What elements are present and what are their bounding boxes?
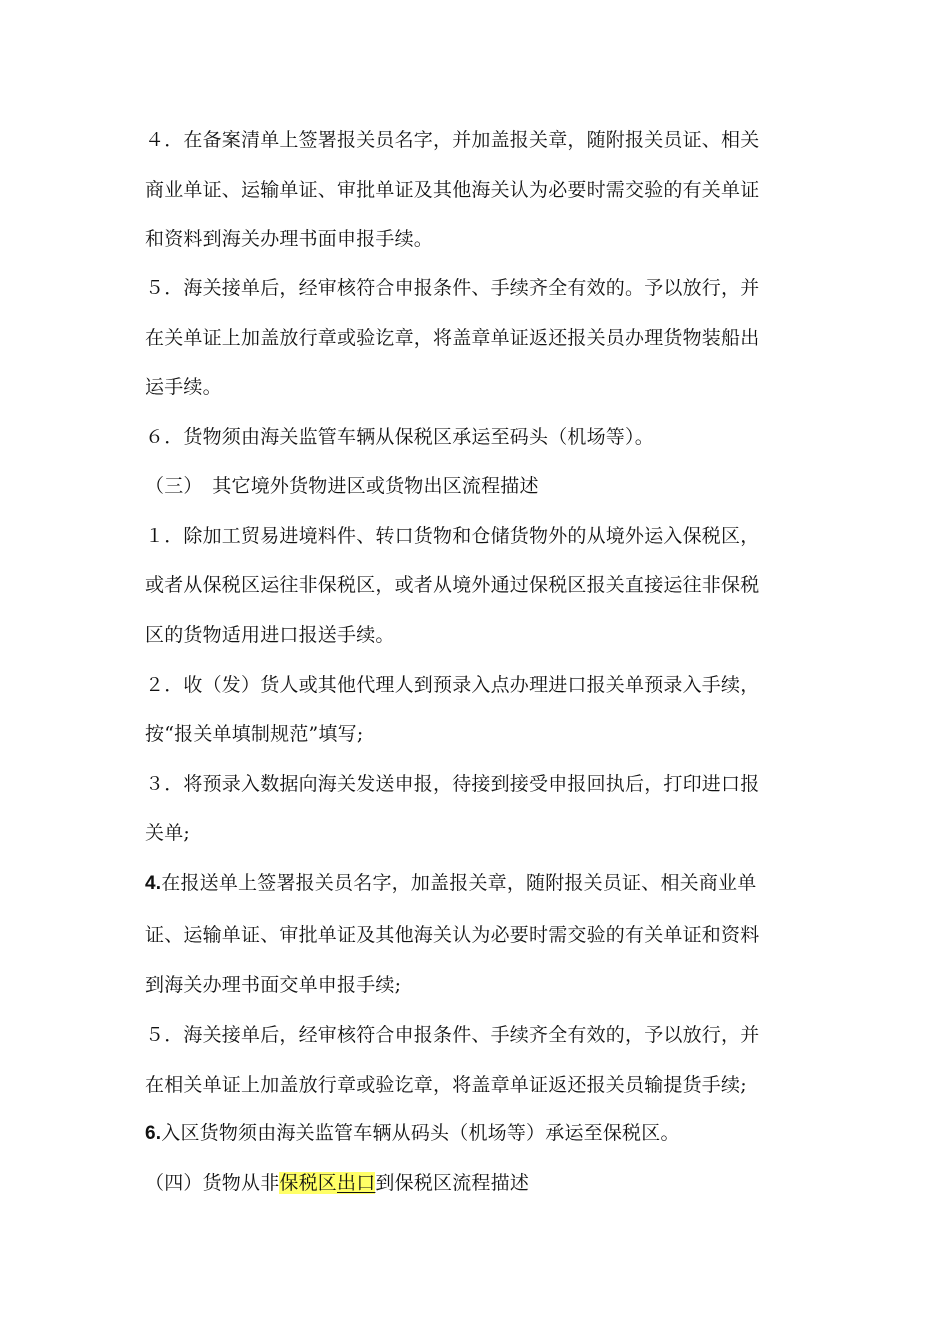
item-number: 4. bbox=[145, 873, 162, 894]
paragraph-line: 到海关办理书面交单申报手续; bbox=[145, 974, 402, 996]
paragraph-line: ５．海关接单后，经审核符合申报条件、手续齐全有效的，予以放行，并 bbox=[145, 1024, 760, 1046]
heading-part: （四）货物从非 bbox=[145, 1172, 280, 1194]
highlighted-underlined-text: 出口 bbox=[337, 1172, 376, 1194]
paragraph-line: ６．货物须由海关监管车辆从保税区承运至码头（机场等）。 bbox=[145, 426, 654, 448]
paragraph-line: 关单; bbox=[145, 822, 191, 844]
paragraph-line: 运手续。 bbox=[145, 376, 222, 398]
paragraph-line bbox=[145, 870, 810, 897]
paragraph-line: 按“报关单填制规范”填写; bbox=[145, 723, 364, 745]
section-heading: （三） 其它境外货物进区或货物出区流程描述 bbox=[145, 475, 539, 497]
paragraph-line: 在关单证上加盖放行章或验讫章，将盖章单证返还报关员办理货物装船出 bbox=[145, 327, 760, 349]
paragraph-line: 和资料到海关办理书面申报手续。 bbox=[145, 228, 434, 250]
paragraph-line: １．除加工贸易进境料件、转口货物和仓储货物外的从境外运入保税区， bbox=[145, 525, 760, 547]
paragraph-line: 或者从保税区运往非保税区，或者从境外通过保税区报关直接运往非保税 bbox=[145, 574, 760, 596]
line-text: 在报送单上签署报关员名字，加盖报关章，随附报关员证、相关商业单 bbox=[161, 872, 757, 894]
heading-part: 到保税区流程描述 bbox=[375, 1172, 530, 1194]
paragraph-line: 区的货物适用进口报送手续。 bbox=[145, 624, 395, 646]
paragraph-line: 商业单证、运输单证、审批单证及其他海关认为必要时需交验的有关单证 bbox=[145, 179, 760, 201]
paragraph-line: ２．收（发）货人或其他代理人到预录入点办理进口报关单预录入手续， bbox=[145, 674, 760, 696]
paragraph-line: 在相关单证上加盖放行章或验讫章，将盖章单证返还报关员输提货手续; bbox=[145, 1074, 747, 1096]
paragraph-line: ５．海关接单后，经审核符合申报条件、手续齐全有效的。予以放行，并 bbox=[145, 277, 760, 299]
paragraph-line: 证、运输单证、审批单证及其他海关认为必要时需交验的有关单证和资料 bbox=[145, 924, 760, 946]
paragraph-line bbox=[145, 1120, 810, 1147]
paragraph-line: ３．将预录入数据向海关发送申报，待接到接受申报回执后，打印进口报 bbox=[145, 773, 760, 795]
paragraph-line: ４．在备案清单上签署报关员名字，并加盖报关章，随附报关员证、相关 bbox=[145, 129, 760, 151]
section-heading bbox=[145, 1170, 810, 1196]
line-text: 入区货物须由海关监管车辆从码头（机场等）承运至保税区。 bbox=[161, 1122, 680, 1144]
item-number: 6. bbox=[145, 1123, 162, 1144]
highlighted-text: 保税区 bbox=[279, 1172, 338, 1194]
